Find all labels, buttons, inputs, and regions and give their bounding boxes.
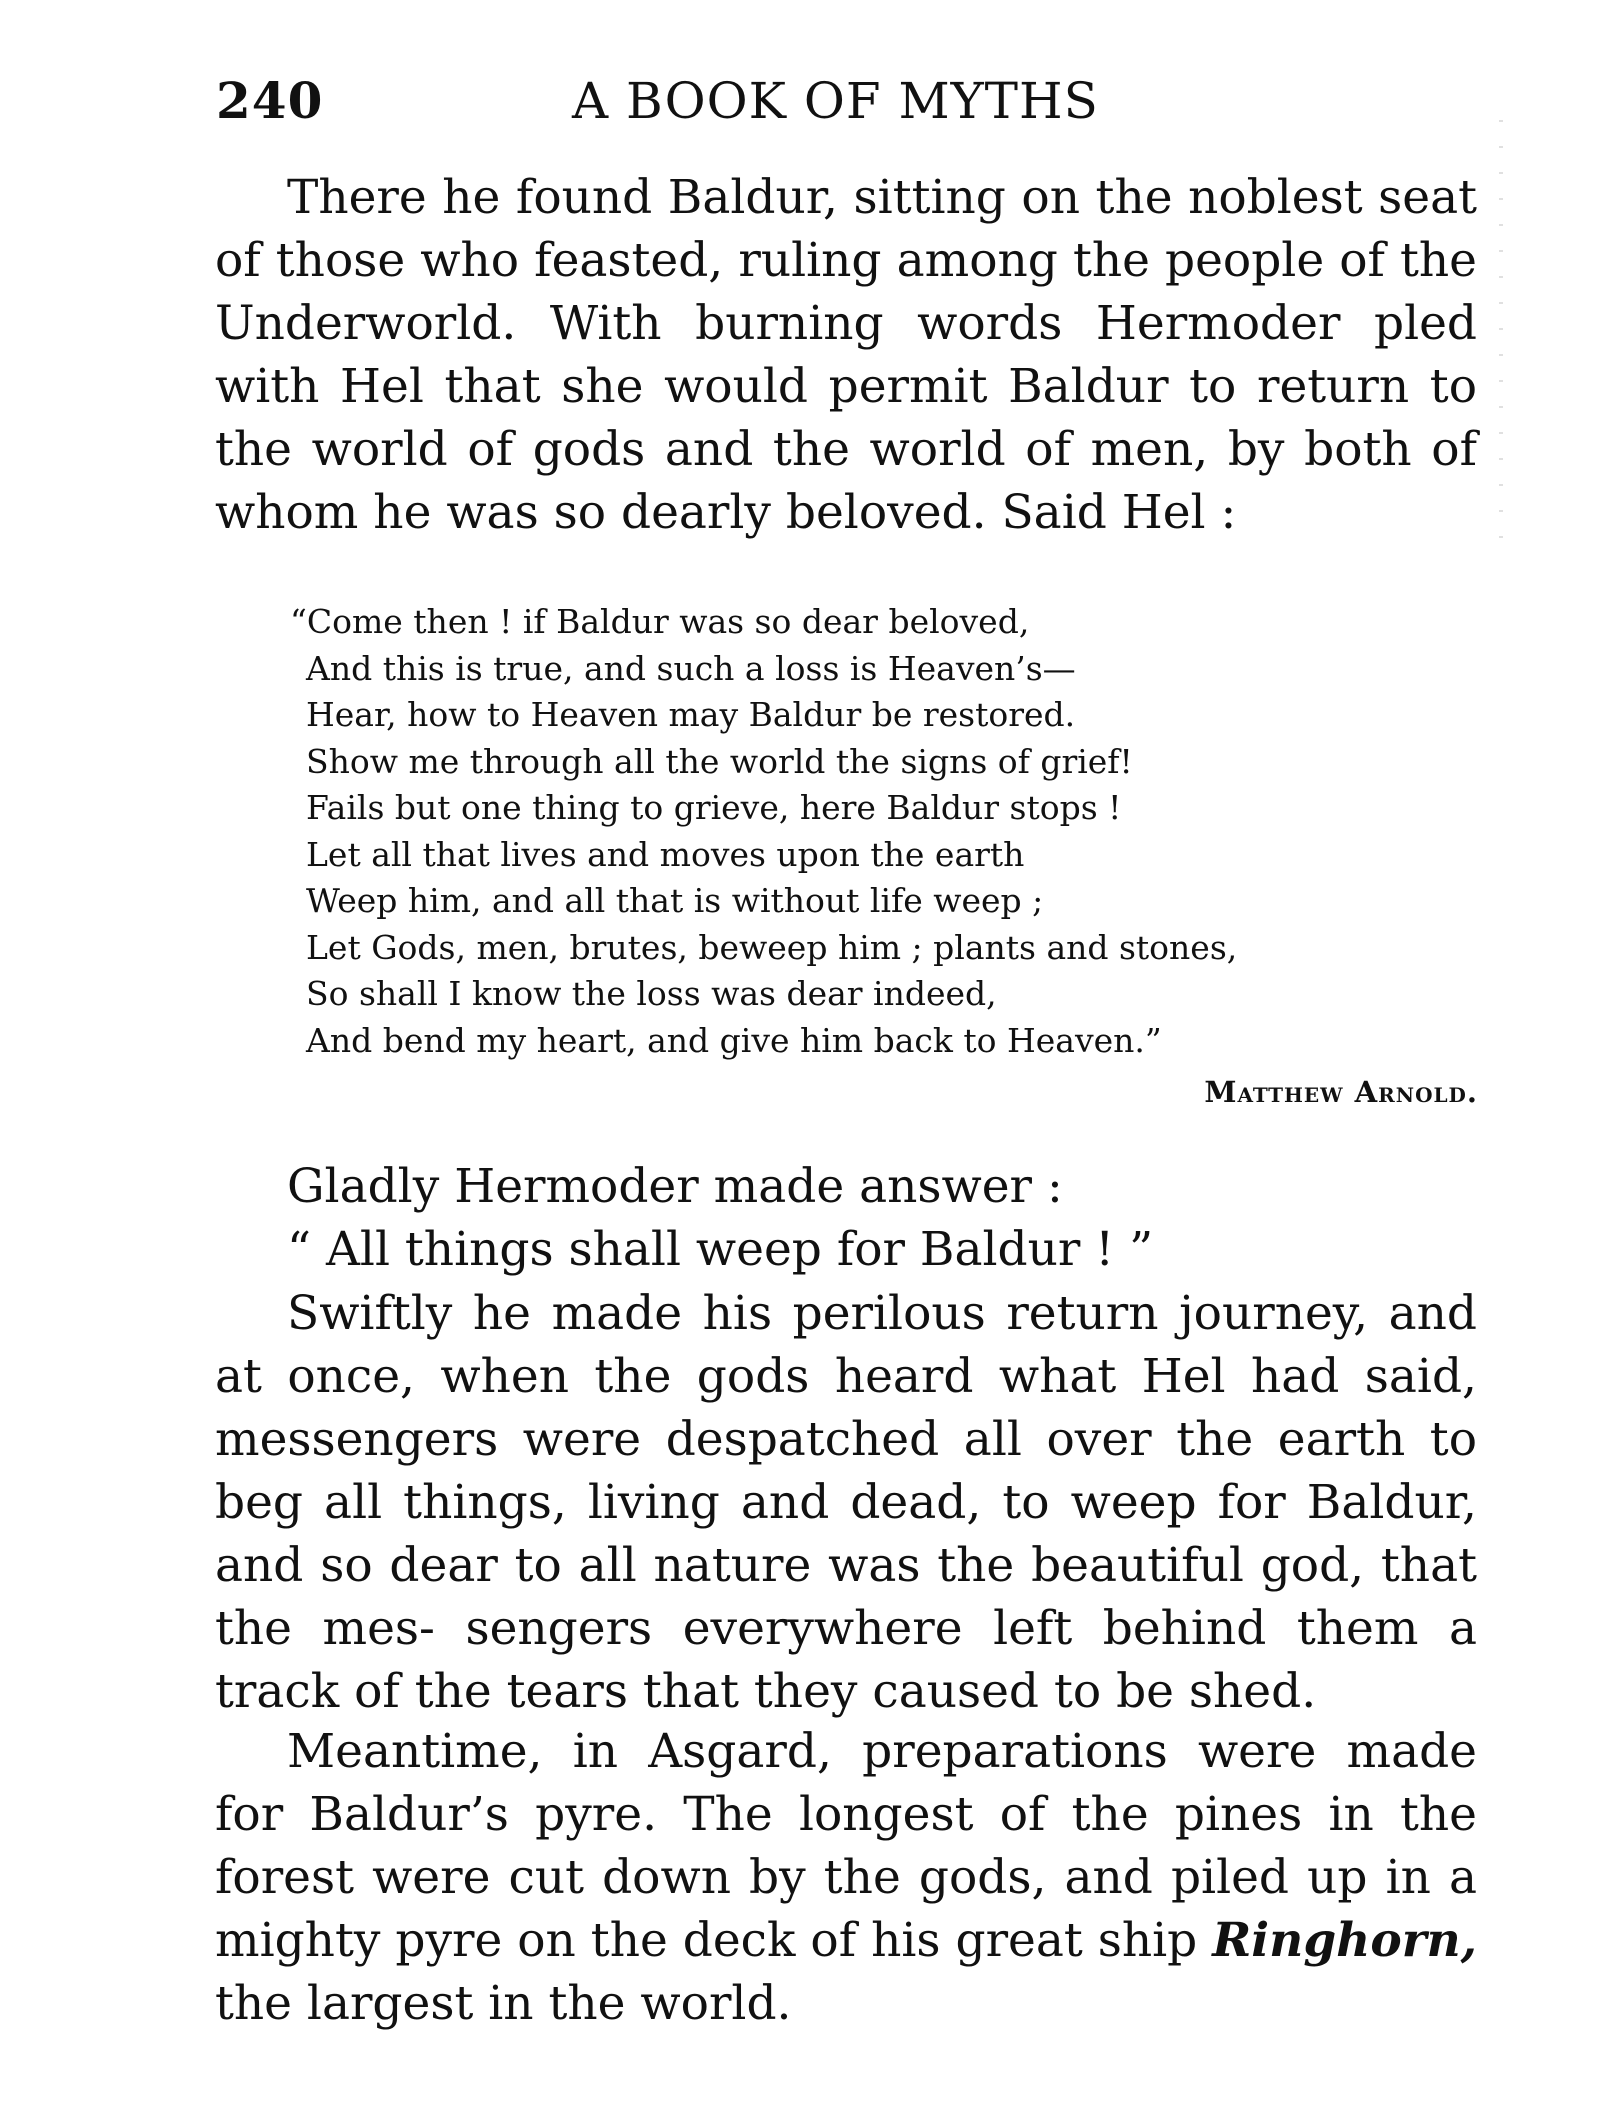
pyre-paragraph-block <box>215 1720 1477 2035</box>
poem-line: Weep him, and all that is without life weep ; <box>306 881 1044 920</box>
running-head <box>216 66 1474 136</box>
journey-paragraph: Swiftly he made his perilous return journey, and at once, when the gods heard what Hel had said, messengers were despatched all over the earth to beg all things, living and dead, to weep for Baldur, and so dear to all nature was the beautiful god, that the mes- sengers everywhere left behind them a track of the tears that they caused to be shed. <box>215 1286 1477 1719</box>
opening-paragraph: There he found Baldur, sitting on the noblest seat of those who feasted, ruling among the people of the Underworld. With burning words Hermoder pled with Hel that she would permit Baldur to return to the world of gods and the world of men, by both of whom he was so dearly beloved. Said Hel : <box>215 170 1477 540</box>
poem-line: And bend my heart, and give him back to Heaven.” <box>306 1020 1162 1060</box>
ship-name: Ringhorn, <box>1212 1913 1477 1968</box>
poem-excerpt <box>290 599 1426 1064</box>
poem-line: “Come then ! if Baldur was so dear beloved, <box>290 602 1030 641</box>
answer-paragraph-block <box>215 1155 1477 1218</box>
poem-line: Let all that lives and moves upon the earth <box>306 834 1025 874</box>
opening-paragraph-block <box>215 166 1477 544</box>
page-number: 240 <box>216 71 324 130</box>
poem-attribution: Matthew Arnold. <box>1204 1075 1478 1109</box>
quoted-answer: “ All things shall weep for Baldur ! ” <box>287 1222 1154 1277</box>
journey-paragraph-block <box>215 1282 1477 1723</box>
answer-paragraph: Gladly Hermoder made answer : <box>287 1159 1063 1214</box>
book-title: A BOOK OF MYTHS <box>572 72 1099 130</box>
poem-line: Show me through all the world the signs of grief! <box>306 741 1133 781</box>
pyre-paragraph <box>215 1720 1477 2035</box>
quote-paragraph-block <box>215 1218 1477 1281</box>
pyre-paragraph-ending: the largest in the world. <box>215 1976 792 2031</box>
poem-line: Fails but one thing to grieve, here Baldur stops ! <box>306 788 1122 827</box>
poem-line: Let Gods, men, brutes, beweep him ; plants and stones, <box>306 927 1238 967</box>
poem-line: So shall I know the loss was dear indeed, <box>306 974 997 1013</box>
pyre-paragraph-text: Meantime, in Asgard, preparations were made for Baldur’s pyre. The longest of the pines in the forest were cut down by the gods, and piled up in a mighty pyre on the deck of his great ship <box>215 1724 1477 1968</box>
scan-specks <box>1499 120 1503 560</box>
poem-line: And this is true, and such a loss is Heaven’s— <box>306 648 1076 688</box>
poem-line: Hear, how to Heaven may Baldur be restored. <box>306 695 1076 734</box>
